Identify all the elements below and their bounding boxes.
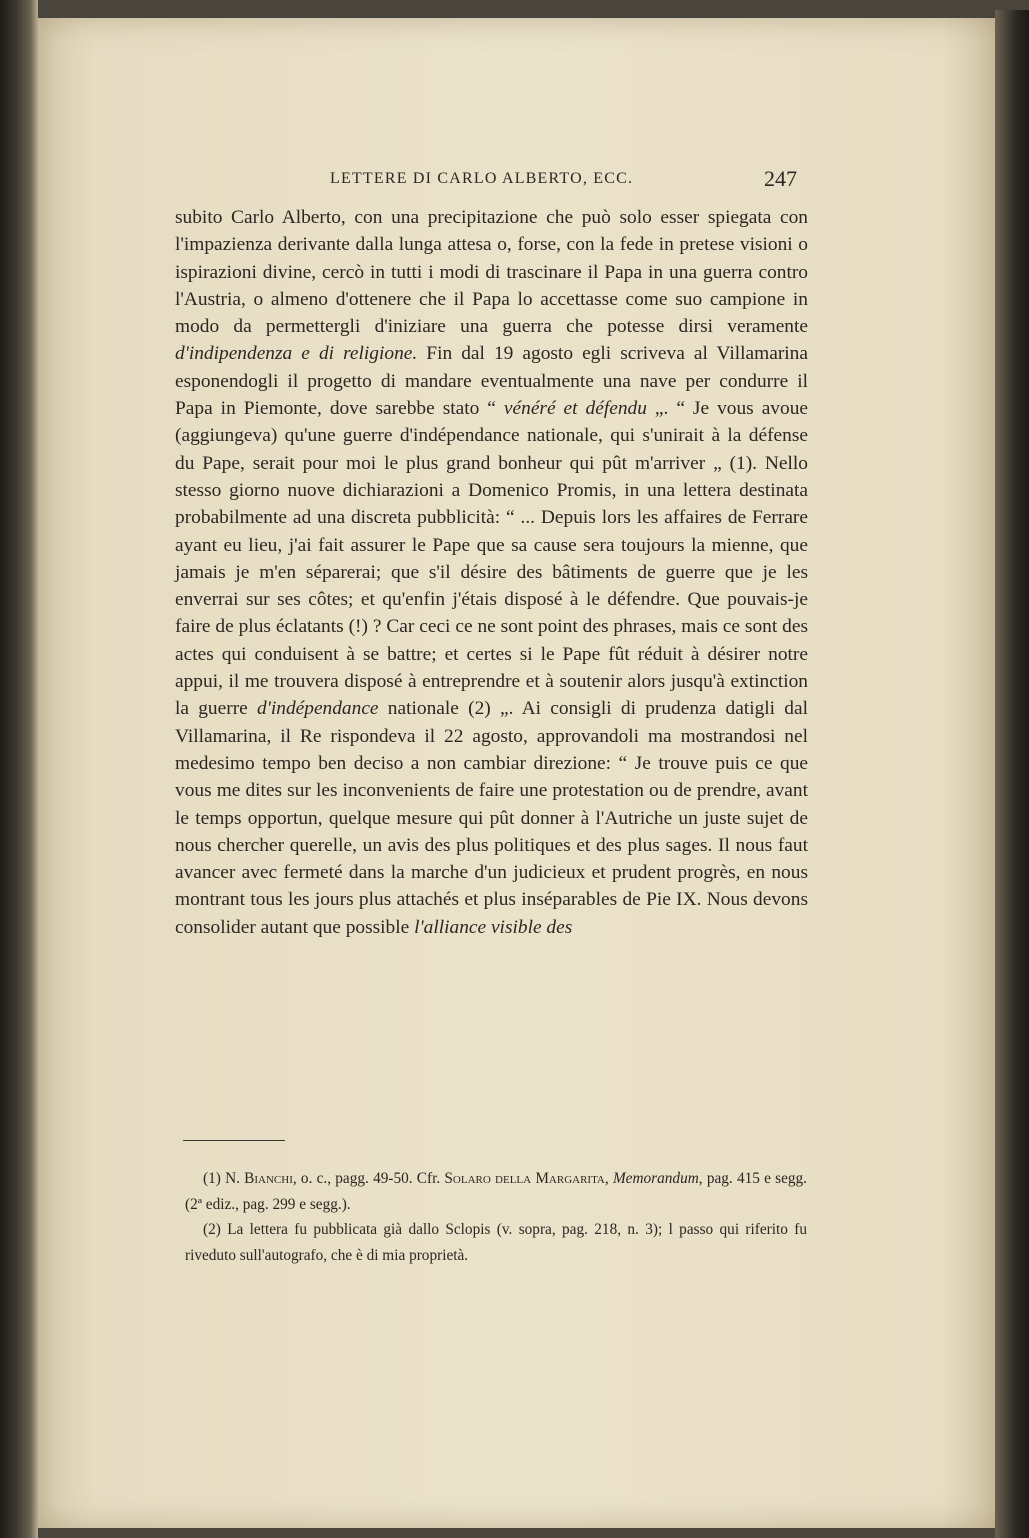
page-number: 247 bbox=[764, 166, 797, 191]
footnote-1: (1) N. Bianchi, o. c., pagg. 49-50. Cfr. Solaro della Margarita, Memorandum, pag. 415 e segg. (2ª ediz., pag. 299 e segg.). bbox=[185, 1170, 808, 1213]
book-spine-shadow bbox=[0, 0, 38, 1538]
italic-phrase: l'alliance visible des bbox=[414, 916, 573, 938]
main-text bbox=[175, 204, 808, 941]
running-head: LETTERE DI CARLO ALBERTO, ECC. bbox=[330, 170, 634, 187]
footnotes bbox=[185, 1166, 807, 1268]
italic-phrase: vénéré et défendu bbox=[503, 398, 647, 420]
italic-phrase: d'indépendance bbox=[257, 698, 379, 720]
paragraph: subito Carlo Alberto, con una precipitazione che può solo esser spiegata con l'impazienza derivante dalla lunga attesa o, forse, con la fede in pretese visioni o ispirazioni divine, cercò in tutti i modi di trascinare il Papa in una guerra contro l'Austria, o almeno d'ottenere che il Papa lo accettasse come suo campione in modo da permettergli d'iniziare una guerra che potesse dirsi veramente d'indipendenza e di religione. Fin dal 19 agosto egli scriveva al Villamarina esponendogli il progetto di mandare eventualmente una nave per condurre il Papa in Piemonte, dove sarebbe stato “ vénéré et défendu „. “ Je vous avoue (aggiungeva) qu'une guerre d'indépendance nationale, qui s'unirait à la défense du Pape, serait pour moi le plus grand bonheur qui pût m'arriver „ (1). Nello stesso giorno nuove dichiarazioni a Domenico Promis, in una lettera destinata probabilmente ad una discreta pubblicità: “ ... Depuis lors les affaires de Ferrare ayant eu lieu, j'ai fait assurer le Pape que sa cause sera toujours la mienne, que jamais je m'en séparerai; que s'il désire des bâtiments de guerre que je les enverrai sur ses côtes; et qu'enfin j'étais disposé à le défendre. Que pouvais-je faire de plus éclatants (!) ? Car ceci ce ne sont point des phrases, mais ce sont des actes qui conduisent à se battre; et certes si le Pape fût réduit à désirer notre appui, il me trouvera disposé à entreprendre et à soutenir alors jusqu'à extinction la guerre d'indépendance nationale (2) „. Ai consigli di prudenza datigli dal Villamarina, il Re rispondeva il 22 agosto, approvandoli ma mostrandosi nel medesimo tempo ben deciso a non cambiar direzione: “ Je trouve puis ce que vous me dites sur les inconvenients de faire une protestation ou de prendre, avant le temps opportun, quelque mesure qui pût donner à l'Autriche un juste sujet de nous chercher querelle, un avis des plus politiques et des plus sages. Il nous faut avancer avec fermeté dans la marche d'un judicieux et prudent progrès, en nous montrant tous les jours plus attachés et plus inséparables de Pie IX. Nous devons consolider autant que possible l'alliance visible des bbox=[175, 207, 808, 938]
footnote-separator bbox=[183, 1140, 285, 1141]
page-edge-shadow bbox=[995, 10, 1029, 1538]
footnote-2: (2) La lettera fu pubblicata già dallo Sclopis (v. sopra, pag. 218, n. 3); l passo qui riferito fu riveduto sull'autografo, che è di mia proprietà. bbox=[185, 1221, 807, 1264]
italic-phrase: d'indipendenza e di religione. bbox=[175, 343, 418, 365]
page-header bbox=[175, 168, 797, 194]
